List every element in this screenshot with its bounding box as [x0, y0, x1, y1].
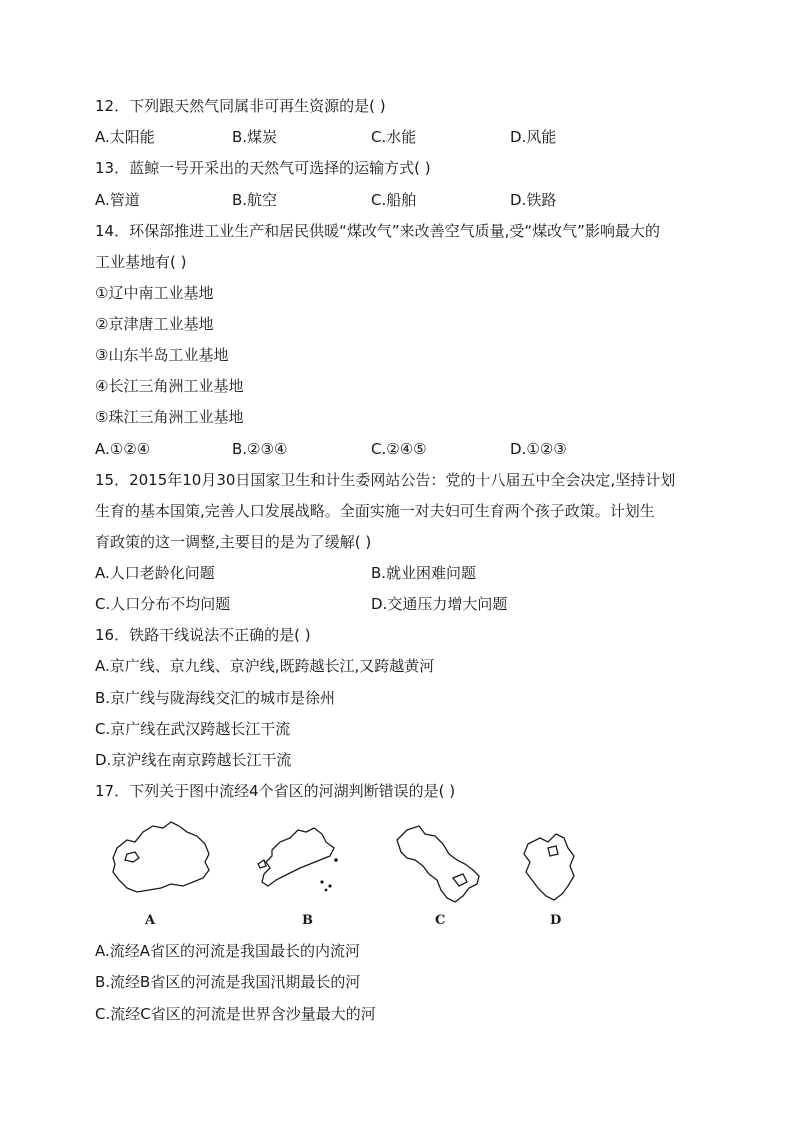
q15-option-d: D.交通压力增大问题: [371, 595, 508, 613]
q15-option-c: C.人口分布不均问题: [95, 595, 231, 613]
province-outline-maps: [95, 818, 695, 930]
question-12-stem: 12．下列跟天然气同属非可再生资源的是( ): [95, 97, 386, 115]
question-14-stem-line-1: 14．环保部推进工业生产和居民供暖“煤改气”来改善空气质量,受“煤改气”影响最大的: [95, 222, 660, 240]
q12-option-a: A.太阳能: [95, 128, 155, 146]
q14-item-3: ③山东半岛工业基地: [95, 346, 229, 364]
q14-option-d: D.①②③: [510, 440, 567, 458]
q16-option-c: C.京广线在武汉跨越长江干流: [95, 720, 291, 738]
map-label-d: D: [550, 913, 562, 928]
q12-option-c: C.水能: [371, 128, 417, 146]
q12-option-d: D.风能: [510, 128, 557, 146]
q14-item-5: ⑤珠江三角洲工业基地: [95, 408, 244, 426]
question-15-stem-line-1: 15．2015年10月30日国家卫生和计生委网站公告：党的十八届五中全会决定,坚持计划: [95, 471, 676, 489]
province-map-b: [250, 820, 350, 900]
q17-option-a: A.流经A省区的河流是我国最长的内流河: [95, 942, 361, 960]
q13-option-b: B.航空: [232, 191, 278, 209]
question-13-stem: 13．蓝鲸一号开采出的天然气可选择的运输方式( ): [95, 159, 431, 177]
q14-option-a: A.①②④: [95, 440, 151, 458]
province-map-c: [393, 818, 493, 908]
question-17-stem: 17．下列关于图中流经4个省区的河湖判断错误的是( ): [95, 782, 456, 800]
q14-item-4: ④长江三角洲工业基地: [95, 377, 244, 395]
q14-option-c: C.②④⑤: [371, 440, 427, 458]
q15-option-b: B.就业困难问题: [371, 564, 477, 582]
q16-option-b: B.京广线与陇海线交汇的城市是徐州: [95, 689, 336, 707]
q15-option-a: A.人口老龄化问题: [95, 564, 215, 582]
q17-option-b: B.流经B省区的河流是我国汛期最长的河: [95, 973, 361, 991]
question-14-stem-line-2: 工业基地有( ): [95, 253, 187, 271]
question-16-stem: 16．铁路干线说法不正确的是( ): [95, 626, 311, 644]
map-label-a: A: [145, 913, 156, 928]
q14-item-2: ②京津唐工业基地: [95, 315, 214, 333]
q12-option-b: B.煤炭: [232, 128, 278, 146]
q17-option-c: C.流经C省区的河流是世界含沙量最大的河: [95, 1005, 376, 1023]
province-map-a: [105, 818, 215, 900]
province-map-d: [518, 828, 588, 908]
q16-option-a: A.京广线、京九线、京沪线,既跨越长江,又跨越黄河: [95, 657, 435, 675]
q14-item-1: ①辽中南工业基地: [95, 284, 214, 302]
map-label-b: B: [302, 913, 313, 928]
q14-option-b: B.②③④: [232, 440, 288, 458]
question-15-stem-line-2: 生育的基本国策,完善人口发展战略。全面实施一对夫妇可生育两个孩子政策。计划生: [95, 502, 655, 520]
q13-option-d: D.铁路: [510, 191, 557, 209]
map-label-c: C: [435, 913, 446, 928]
question-15-stem-line-3: 育政策的这一调整,主要目的是为了缓解( ): [95, 533, 372, 551]
q13-option-c: C.船舶: [371, 191, 417, 209]
q16-option-d: D.京沪线在南京跨越长江干流: [95, 751, 292, 769]
q13-option-a: A.管道: [95, 191, 140, 209]
